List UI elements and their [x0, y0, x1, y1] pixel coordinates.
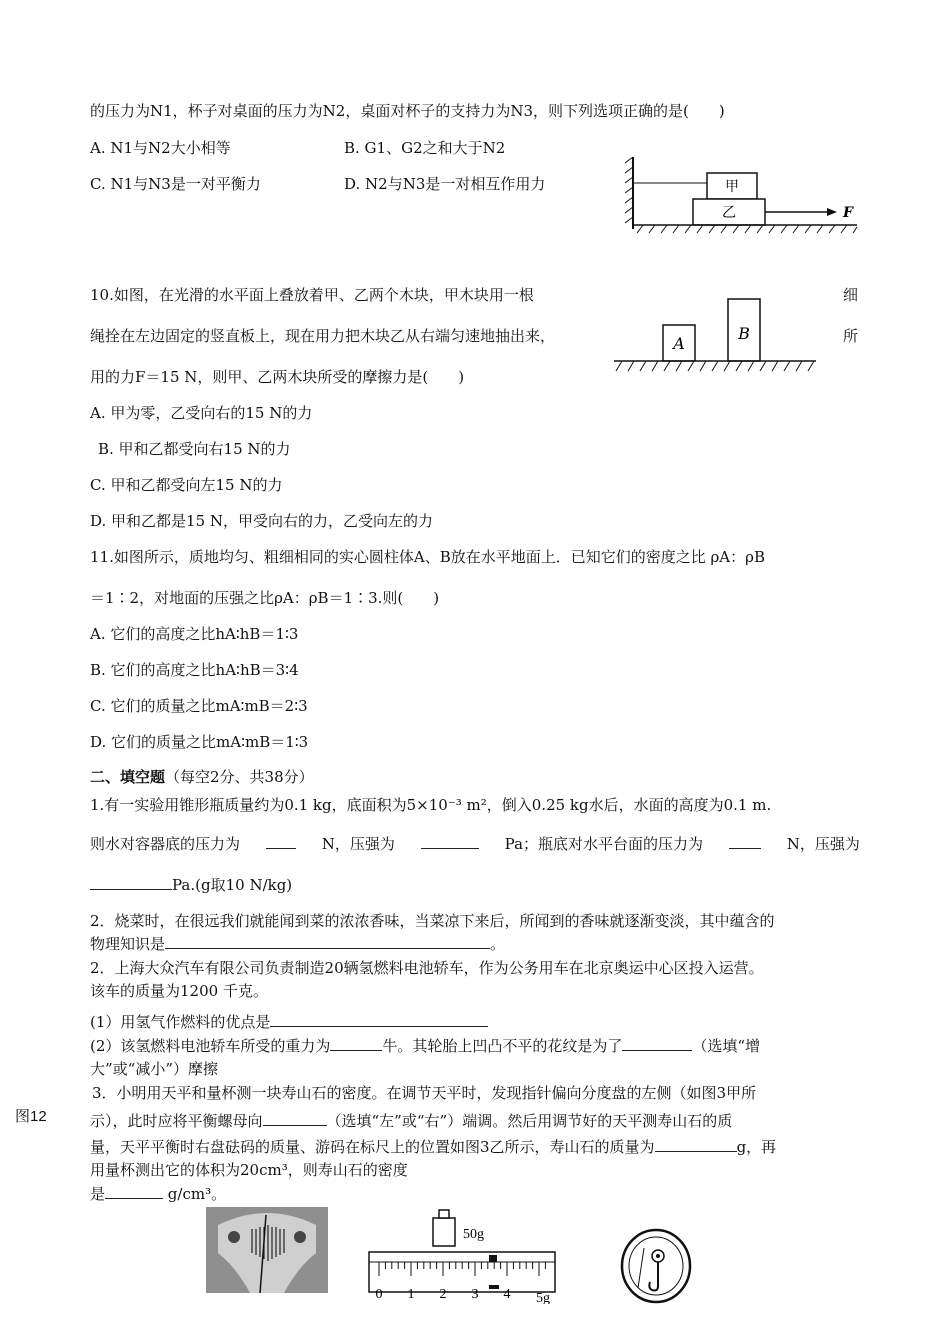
- q9-option-c: C. N1与N3是一对平衡力: [90, 175, 261, 193]
- f1-line2: [90, 834, 860, 854]
- cylinder-b-label: B: [738, 324, 750, 343]
- q9-stem: 的压力为N1，杯子对桌面的压力为N2，桌面对杯子的支持力为N3，则下列选项正确的是( ): [90, 102, 725, 120]
- q9-option-b: B. G1、G2之和大于N2: [344, 139, 506, 157]
- q11-option-d: D. 它们的质量之比mA∶mB＝1∶3: [90, 733, 309, 751]
- hook-dial-figure: [618, 1226, 694, 1306]
- figure-label: 图12: [15, 1108, 47, 1125]
- f1-text-b: N，压强为: [321, 835, 395, 853]
- rider-scale-figure: [365, 1208, 565, 1304]
- f3-text-c: 量，天平平衡时右盘砝码的质量、游码在标尺上的位置如图3乙所示，寿山石的质量为: [90, 1138, 655, 1156]
- f1-text-c: Pa；瓶底对水平台面的压力为: [504, 835, 704, 853]
- q10-option-a: A. 甲为零，乙受向右的15 N的力: [90, 404, 313, 422]
- weight-50g: [433, 1218, 455, 1246]
- q10-line2-end: 所: [843, 327, 859, 345]
- f1-text-e: Pa.(g取10 N/kg): [172, 876, 293, 894]
- f3-text-b: （选填“左”或“右”）端调。然后用调节好的天平测寿山石的质: [326, 1112, 733, 1130]
- block-yi-label: 乙: [722, 205, 736, 221]
- q10-option-d: D. 甲和乙都是15 N，甲受向右的力，乙受向左的力: [90, 512, 434, 530]
- f2-text: 物理知识是: [90, 935, 166, 953]
- f1-line1: 1.有一实验用锥形瓶质量约为0.1 kg，底面积为5×10⁻³ m²，倒入0.25 kg水后，水面的高度为0.1 m.: [90, 796, 772, 814]
- q10-line2: 绳拴在左边固定的竖直板上，现在用力把木块乙从右端匀速地抽出来，: [90, 327, 556, 345]
- f3-blank-1[interactable]: [263, 1111, 327, 1126]
- f3-line4: 用量杯测出它的体积为20cm³，则寿山石的密度: [90, 1161, 408, 1179]
- q11-option-a: A. 它们的高度之比hA∶hB＝1∶3: [90, 625, 299, 643]
- cylinder-a-label: A: [673, 334, 685, 353]
- f1-line3: [90, 875, 292, 895]
- f2b-blank-3[interactable]: [622, 1036, 692, 1051]
- f1-blank-4[interactable]: [90, 875, 172, 890]
- f3-blank-3[interactable]: [105, 1184, 163, 1199]
- scale-tick-1: 1: [407, 1287, 415, 1302]
- f1-blank-1[interactable]: [266, 834, 296, 849]
- rider: [489, 1255, 497, 1262]
- f3-text-f: g/cm³。: [163, 1185, 227, 1203]
- q10-line3: 用的力F＝15 N，则甲、乙两木块所受的摩擦力是( ): [90, 368, 465, 386]
- scale-tick-4: 4: [503, 1287, 511, 1302]
- f2-blank[interactable]: [165, 934, 490, 949]
- scale-tick-3: 3: [471, 1287, 479, 1302]
- section-note: （每空2分、共38分）: [165, 768, 314, 786]
- weight-label: 50g: [463, 1227, 484, 1242]
- section-title: [90, 767, 314, 787]
- q11-option-c: C. 它们的质量之比mA∶mB＝2∶3: [90, 697, 308, 715]
- rider-marker: [489, 1285, 499, 1289]
- q10-line1-end: 细: [843, 286, 859, 304]
- scale-tick-0: 0: [375, 1287, 383, 1302]
- f2b-blank-2[interactable]: [330, 1036, 382, 1051]
- f2b-sub2-cont: 大”或“减小”）摩擦: [90, 1060, 219, 1078]
- f3-line1: 3．小明用天平和量杯测一块寿山石的密度。在调节天平时，发现指针偏向分度盘的左侧（如图3甲所: [92, 1084, 757, 1102]
- scale-tick-2: 2: [439, 1287, 447, 1302]
- q9-option-a: A. N1与N2大小相等: [90, 139, 231, 157]
- f2b-sub2: [90, 1036, 760, 1056]
- f2b-sub2-b: 牛。其轮胎上凹凸不平的花纹是为了: [382, 1037, 623, 1055]
- f2b-blank-1[interactable]: [270, 1012, 488, 1027]
- block-jia-label: 甲: [725, 179, 739, 195]
- scale-tick-5: 5g: [536, 1291, 550, 1304]
- stacked-blocks-figure: [625, 155, 865, 235]
- f3-line5: [90, 1184, 226, 1204]
- force-label: F: [843, 205, 853, 221]
- q10-option-c: C. 甲和乙都受向左15 N的力: [90, 476, 283, 494]
- f1-text-a: 则水对容器底的压力为: [90, 835, 241, 853]
- q10-option-b: B. 甲和乙都受向右15 N的力: [98, 440, 291, 458]
- f1-blank-3[interactable]: [729, 834, 761, 849]
- f3-line2: [90, 1111, 732, 1131]
- q11-option-b: B. 它们的高度之比hA∶hB＝3∶4: [90, 661, 299, 679]
- f2-line2: [90, 934, 505, 954]
- q11-line2: ＝1∶2，对地面的压强之比ρA：ρB＝1∶3.则( ): [90, 589, 440, 607]
- f3-text-d: g，再: [736, 1138, 777, 1156]
- f2b-sub2-a: (2）该氢燃料电池轿车所受的重力为: [90, 1037, 331, 1055]
- f1-blank-2[interactable]: [421, 834, 479, 849]
- f2b-line2: 该车的质量为1200 千克。: [90, 982, 268, 1000]
- f2b-sub1: [90, 1012, 488, 1032]
- f2-line1: 2．烧菜时，在很远我们就能闻到菜的浓浓香味，当菜凉下来后，所闻到的香味就逐渐变淡，其中蕴含的: [90, 912, 775, 930]
- f2-end: 。: [490, 935, 506, 953]
- f3-text-e: 是: [90, 1185, 106, 1203]
- balance-pointer-figure: [206, 1207, 328, 1293]
- q9-option-d: D. N2与N3是一对相互作用力: [344, 175, 546, 193]
- f1-text-d: N，压强为: [786, 835, 860, 853]
- cylinders-figure: [610, 295, 820, 377]
- f3-line3: [90, 1137, 776, 1157]
- f3-blank-2[interactable]: [655, 1137, 737, 1152]
- q10-line1: 10.如图，在光滑的水平面上叠放着甲、乙两个木块，甲木块用一根: [90, 286, 534, 304]
- f2b-sub1-text: (1）用氢气作燃料的优点是: [90, 1013, 271, 1031]
- q11-line1: 11.如图所示，质地均匀、粗细相同的实心圆柱体A、B放在水平地面上．已知它们的密度之比 ρA：ρB: [90, 548, 765, 566]
- f3-text-a: 示），此时应将平衡螺母向: [90, 1112, 263, 1130]
- section-heading: 二、填空题: [90, 768, 166, 786]
- f2b-sub2-c: （选填“增: [692, 1037, 761, 1055]
- f2b-line1: 2．上海大众汽车有限公司负责制造20辆氢燃料电池轿车，作为公务用车在北京奥运中心区投入运营。: [90, 959, 764, 977]
